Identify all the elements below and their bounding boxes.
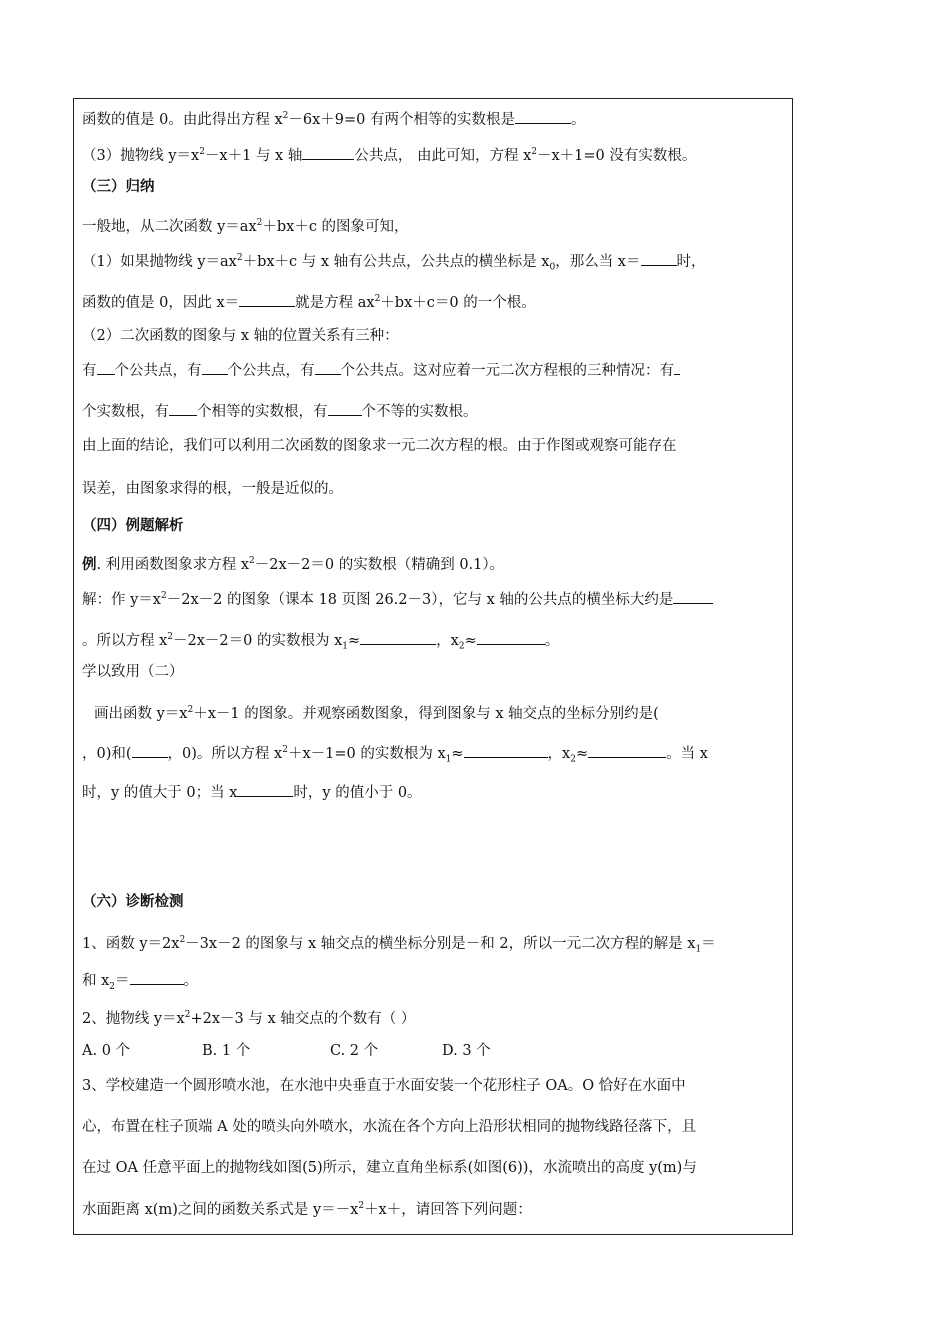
option-d[interactable]: D. 3 个 <box>442 1043 491 1059</box>
answer-blank[interactable] <box>132 743 168 758</box>
text-line: 学以致用（二） <box>82 664 184 680</box>
text-line: 个实数根，有 个相等的实数根，有 个不等的实数根。 <box>82 401 478 422</box>
text-line: 误差，由图象求得的根，一般是近似的。 <box>82 481 343 497</box>
answer-blank[interactable] <box>673 589 713 604</box>
text-line: 解：作 $y=x^2-2x-2$ 的图象（课本 18 页图 26.2－3），它与 x 轴的公共点的横坐标大约是 <box>82 586 713 610</box>
option-b[interactable]: B. 1 个 <box>202 1043 251 1059</box>
answer-blank[interactable] <box>130 970 184 985</box>
text-line: 在过 OA 任意平面上的抛物线如图(5)所示，建立直角坐标系(如图(6))，水流喷出的高度 y(m)与 <box>82 1160 697 1176</box>
text-line: 由上面的结论，我们可以利用二次函数的图象求一元二次方程的根。由于作图或观察可能存在 <box>82 438 677 454</box>
answer-blank[interactable] <box>239 292 295 307</box>
text-line: （3）抛物线 $y=x^2-x+1$ 与 x 轴 公共点， 由此可知，方程 $x^2-x+1=0$ 没有实数根。 <box>82 142 696 166</box>
answer-blank[interactable] <box>97 360 115 375</box>
option-c[interactable]: C. 2 个 <box>330 1043 379 1059</box>
text-line: 和 $x_2=$ 。 <box>82 970 198 997</box>
answer-blank[interactable] <box>641 251 677 266</box>
text-line: 一般地，从二次函数 $y=ax^2+bx+c$ 的图象可知， <box>82 218 409 235</box>
text-line: 有 个公共点，有 个公共点，有 个公共点。这对应着一元二次方程根的三种情况：有 <box>82 360 680 381</box>
text-line: 心，布置在柱子顶端 A 处的喷头向外喷水，水流在各个方向上沿形状相同的抛物线路径落下，且 <box>82 1119 697 1135</box>
text-line: 例. 利用函数图象求方程 $x^2-2x-2=0$ 的实数根（精确到 0.1）。 <box>82 555 505 573</box>
text-line: 。所以方程 $x^2-2x-2=0$ 的实数根为 $x_1\approx$ ，$x_2\approx$ 。 <box>82 627 559 657</box>
text-line: （1）如果抛物线 $y=ax^2+bx+c$ 与 x 轴有公共点，公共点的横坐标是 $x_0$，那么当 x＝ 时， <box>82 248 706 278</box>
answer-blank[interactable] <box>237 782 293 797</box>
text-line: 2、抛物线 $y=x^2+2x-3$ 与 x 轴交点的个数有（ ） <box>82 1010 416 1027</box>
answer-blank[interactable] <box>477 630 545 645</box>
text-line: 函数的值是 0，因此 x＝ 就是方程 $ax^2+bx+c=0$ 的一个根。 <box>82 289 536 313</box>
text-line: 画出函数 $y=x^2+x-1$ 的图象。并观察函数图象，得到图象与 x 轴交点的坐标分别约是( <box>94 705 659 722</box>
option-a[interactable]: A. 0 个 <box>82 1043 131 1059</box>
text-line: ，0)和( ，0)。所以方程 $x^2+x-1=0$ 的实数根为 $x_1\approx$ ，$x_2\approx$ 。当 x <box>82 740 708 770</box>
answer-blank[interactable] <box>315 360 341 375</box>
text-line: 水面距离 x(m)之间的函数关系式是 $y=-x^2+x+$，请回答下列问题： <box>82 1201 532 1218</box>
answer-blank[interactable] <box>588 743 666 758</box>
answer-blank[interactable] <box>360 630 436 645</box>
text-line: （2）二次函数的图象与 x 轴的位置关系有三种： <box>82 328 399 344</box>
text-line: 时，y 的值大于 0；当 x 时，y 的值小于 0。 <box>82 782 422 803</box>
text-line: 3、学校建造一个圆形喷水池，在水池中央垂直于水面安装一个花形柱子 OA。O 恰好在水面中 <box>82 1078 686 1094</box>
answer-blank[interactable] <box>328 401 362 416</box>
section-heading: （三）归纳 <box>82 178 155 195</box>
section-heading: （四）例题解析 <box>82 517 184 534</box>
answer-blank[interactable] <box>674 360 680 375</box>
answer-blank[interactable] <box>202 360 228 375</box>
section-heading: （六）诊断检测 <box>82 893 184 910</box>
text-line: 函数的值是 0。由此得出方程 $x^2-6x+9=0$ 有两个相等的实数根是 。 <box>82 106 585 130</box>
text-line: 1、函数 $y=2x^2-3x-2$ 的图象与 x 轴交点的横坐标分别是－和 2，所以一元二次方程的解是 $x_1=$ <box>82 935 716 955</box>
answer-blank[interactable] <box>515 109 571 124</box>
answer-blank[interactable] <box>302 145 354 160</box>
answer-blank[interactable] <box>169 401 197 416</box>
answer-blank[interactable] <box>464 743 548 758</box>
